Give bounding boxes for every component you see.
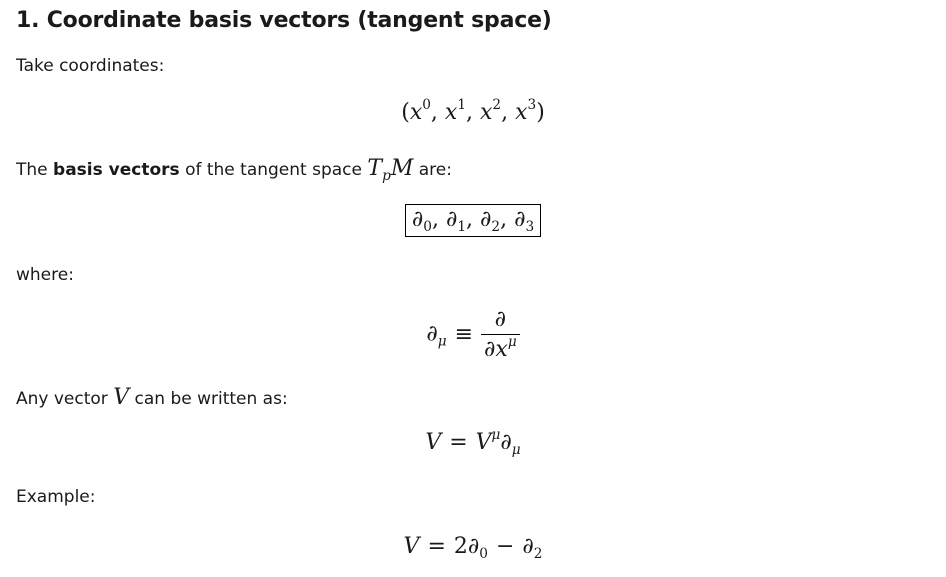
symbol-V: V [113, 385, 130, 410]
example-equation [0, 534, 946, 562]
boxed-basis [405, 204, 541, 237]
superscript-mu: μ [491, 426, 501, 443]
coord-x0: x [409, 100, 423, 125]
superscript-1: 1 [457, 96, 466, 113]
any-vector-text [16, 385, 288, 410]
basis-vectors-text [16, 156, 452, 184]
symbol-V: V [403, 534, 420, 559]
superscript-0: 0 [422, 96, 431, 113]
coefficient-2: 2 [453, 534, 468, 559]
coord-x1: x [444, 100, 458, 125]
text-post: can be written as: [134, 389, 288, 409]
text-post: are: [418, 160, 452, 180]
coord-x2: x [480, 100, 493, 125]
partial-1: ∂ [445, 207, 458, 232]
comma: , [431, 207, 439, 232]
minus-sign: − [495, 534, 515, 559]
basis-vectors-bold: basis vectors [53, 160, 180, 180]
superscript-2: 2 [492, 96, 502, 113]
partial-0: ∂ [411, 207, 424, 232]
subscript-2: 2 [491, 218, 501, 235]
subscript-mu: μ [437, 333, 447, 350]
subscript-mu: μ [511, 441, 521, 458]
partial: ∂ [500, 430, 512, 455]
partial-3: ∂ [514, 207, 526, 232]
den-x: x [495, 337, 508, 362]
close-paren: ) [536, 100, 545, 125]
coord-x3: x [515, 100, 528, 125]
text-pre: Any vector [16, 389, 108, 409]
subscript-0: 0 [423, 218, 432, 235]
symbol-V-component: V [475, 430, 492, 455]
fraction-denominator [481, 334, 520, 362]
tangent-space-symbol [367, 156, 414, 184]
coordinates-equation [0, 96, 946, 125]
partial-2: ∂ [480, 207, 492, 232]
comma: , [466, 100, 473, 125]
comma: , [430, 100, 438, 125]
open-paren: ( [401, 100, 410, 125]
den-partial: ∂ [484, 337, 496, 362]
symbol-M: M [390, 156, 414, 181]
section-heading: 1. Coordinate basis vectors (tangent space) [16, 8, 552, 33]
partial-2: ∂ [522, 534, 534, 559]
den-superscript-mu: μ [507, 333, 517, 350]
comma: , [466, 207, 473, 232]
partial-0: ∂ [467, 534, 480, 559]
vector-expansion-equation [0, 426, 946, 458]
intro-text: Take coordinates: [16, 56, 165, 76]
equals-sign: = [427, 534, 446, 559]
subscript-1: 1 [457, 218, 466, 235]
partial-definition-equation [0, 307, 946, 362]
partial-mu: ∂ [426, 321, 438, 347]
where-text: where: [16, 265, 74, 285]
text-mid: of the tangent space [185, 160, 362, 180]
symbol-T: T [367, 156, 383, 181]
basis-vectors-equation [0, 204, 946, 237]
fraction [481, 307, 520, 362]
equals-sign: = [449, 430, 468, 455]
subscript-2: 2 [533, 545, 543, 562]
subscript-0: 0 [479, 545, 488, 562]
comma: , [501, 100, 509, 125]
text-pre: The [16, 160, 48, 180]
comma: , [500, 207, 508, 232]
example-text: Example: [16, 487, 96, 507]
equiv-sign: ≡ [454, 321, 473, 347]
superscript-3: 3 [527, 96, 537, 113]
subscript-3: 3 [525, 218, 535, 235]
subscript-p: p [382, 167, 391, 184]
fraction-numerator: ∂ [494, 307, 507, 332]
symbol-V: V [425, 430, 442, 455]
